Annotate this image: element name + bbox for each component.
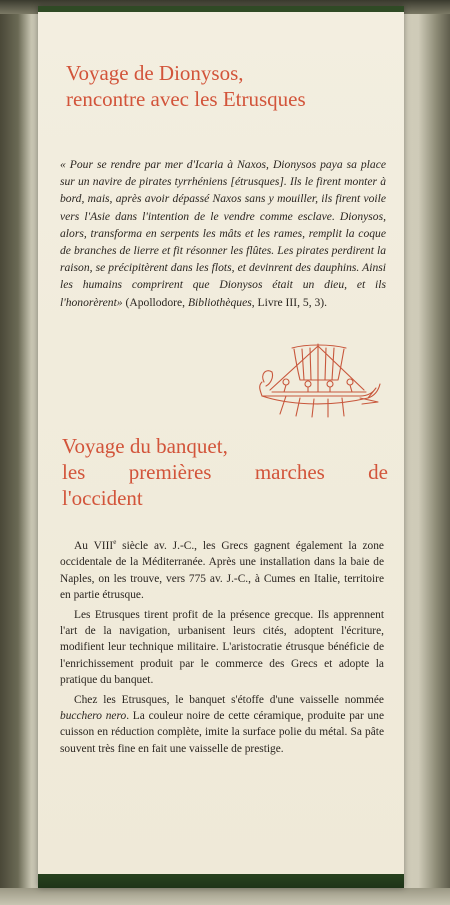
title1-line2: rencontre avec les Etrusques xyxy=(66,87,306,111)
title2-line2: les premières marches de xyxy=(62,460,388,484)
paragraph-2: Les Etrusques tirent profit de la présence grecque. Ils apprennent l'art de la navigation, urbanisent leurs cités, adoptent l'écriture, modifient leur technique militaire. L'aristocratie étrusque bénéficie de l'enrichissement produit par le commerce des Grecs et adopte la pratique du banquet. xyxy=(60,608,384,687)
title2-line1: Voyage du banquet, xyxy=(62,434,228,458)
paragraph-3-italic: bucchero nero xyxy=(60,710,127,723)
quote-cite-suffix: , Livre III, 5, 3). xyxy=(251,295,328,309)
paragraph-3 xyxy=(60,692,384,758)
panel-title-dionysos xyxy=(66,60,386,112)
paragraph-3-part1: Chez les Etrusques, le banquet s'étoffe d'une vaisselle nommée xyxy=(74,693,384,706)
panel-title-banquet xyxy=(62,433,388,511)
quote-italic-text: « Pour se rendre par mer d'Icaria à Naxos, Dionysos paya sa place sur un navire de pirates tyrrhéniens [étrusques]. Ils le firent monter à bord, mais, après avoir dépassé Naxos sans y mouiller, ils firent voile vers l'Asie dans l'intention de le vendre comme esclave. Dionysos, alors, transforma en serpents les mâts et les rames, remplit la coque de branches de lierre et fit résonner les flûtes. Les pirates perdirent la raison, se précipitèrent dans les flots, et devinrent des dauphins. Ainsi les humains comprirent que Dionysos était un dieu, et ils l'honorèrent» xyxy=(60,158,386,309)
paragraph-1-part1: Au VIII xyxy=(74,540,114,552)
quote-cite-prefix: (Apollodore, xyxy=(122,295,188,309)
title1-line1: Voyage de Dionysos, xyxy=(66,61,244,85)
paragraph-1-sup: e xyxy=(113,538,117,547)
quote-cite-title: Bibliothèques xyxy=(187,295,252,309)
wall-bottom xyxy=(0,888,450,905)
ship-icon xyxy=(256,338,382,418)
panel-top-band xyxy=(38,6,404,12)
title2-line3: l'occident xyxy=(62,486,143,510)
paragraph-3-part2: . La couleur noire de cette céramique, produite par une cuisson en réduction complète, imite la surface polie du métal. Sa pâte souvent très fine en fait une vaisselle de prestige. xyxy=(60,710,384,755)
panel-bottom-band xyxy=(38,874,404,888)
banquet-body-text xyxy=(60,538,384,760)
paragraph-1-part2: siècle av. J.-C., les Grecs gagnent également la zone occidentale de la Méditerranée. Après une installation dans la baie de Naples, on les trouve, vers 775 av. J.-C., à Cumes en Italie, territoire en partie étrusque. xyxy=(60,540,384,602)
paragraph-1 xyxy=(60,538,384,604)
apollodore-quote xyxy=(60,156,386,311)
museum-panel xyxy=(38,6,404,888)
